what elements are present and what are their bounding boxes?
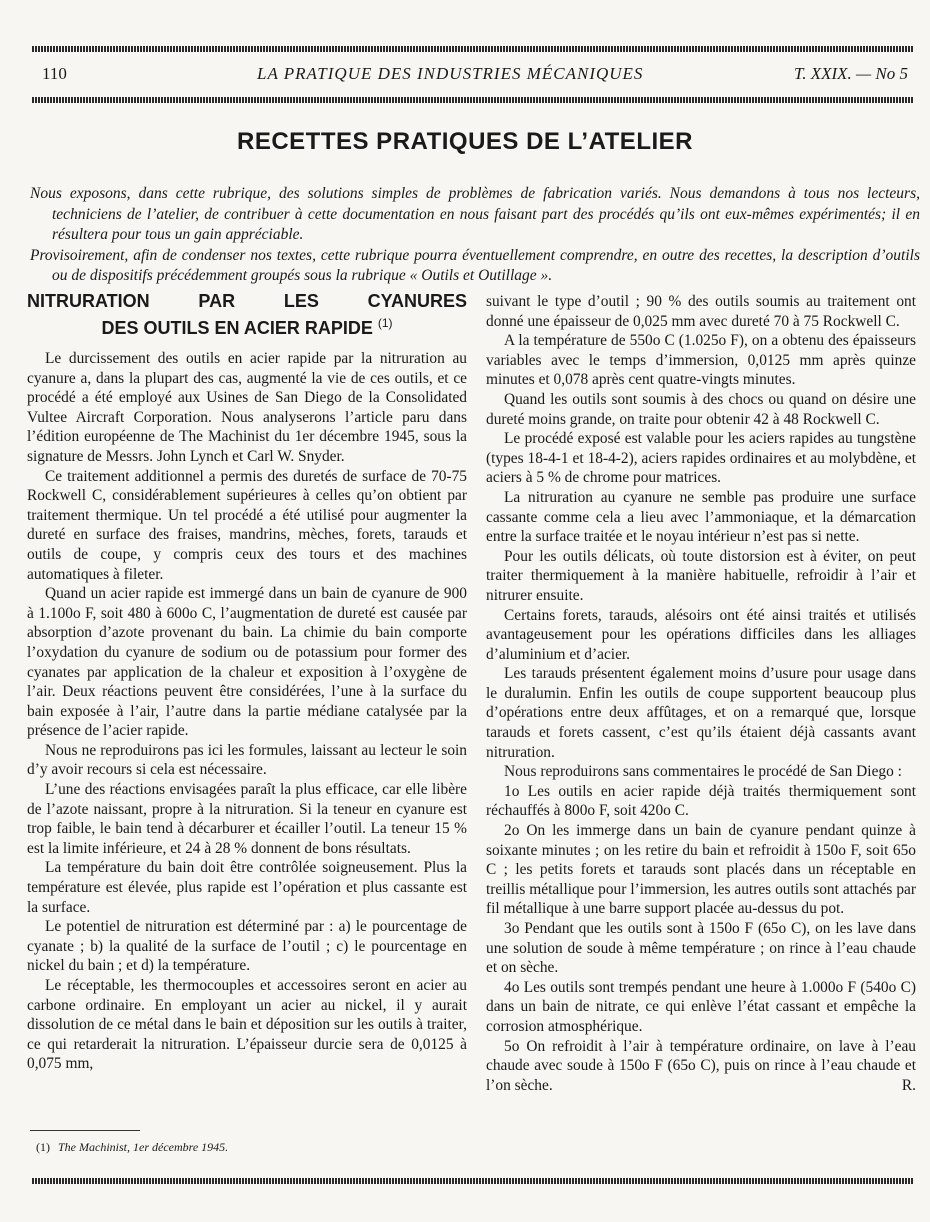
article-paragraph: L’une des réactions envisagées paraît la plus efficace, car elle libère de l’azote naissant, propre à la nitruration. Si la teneur en cyanure est trop faible, le bain tend à décarburer et écailler l’outil. La teneur 15 % est la limite inférieure, et 24 à 28 % donnent de bons résultats.	[27, 781, 467, 857]
header-rule	[32, 97, 914, 103]
article-paragraph: Le réceptable, les thermocouples et accessoires seront en acier au carbone ordinaire. En employant un acier au nickel, il y aurait dissolution de ce métal dans le bain et déposition sur les outils à traiter, ce qui retarderait la nitruration. L’épaisseur durcie sera de 0,0125 à 0,075 mm,	[27, 977, 467, 1073]
article-title-line-2: DES OUTILS EN ACIER RAPIDE $^{(1)}$	[101, 316, 393, 338]
article-paragraph: Le procédé exposé est valable pour les aciers rapides au tungstène (types 18-4-1 et 18-4-2), aciers rapides ordinaires et au molybdène, et aciers à 5 % de chrome pour matrices.	[486, 430, 916, 487]
intro-paragraph: Nous exposons, dans cette rubrique, des solutions simples de problèmes de fabrication variés. Nous demandons à tous nos lecteurs, techniciens de l’atelier, de contribuer à cette documentation en nous faisant part des procédés qu’ils ont eux-mêmes expérimentés; il en résultera pour tous un gain appréciable.	[30, 185, 920, 243]
article-paragraph: Pour les outils délicats, où toute distorsion est à éviter, on peut traiter thermiquement à la manière habituelle, refroidir à l’air et nitrurer ensuite.	[486, 547, 916, 604]
footnote-text: The Machinist, 1er décembre 1945.	[58, 1140, 229, 1154]
top-rule	[32, 46, 914, 52]
article-title-word: CYANURES	[367, 291, 467, 311]
section-title: RECETTES PRATIQUES DE L’ATELIER	[237, 128, 693, 155]
article-paragraph: Nous ne reproduirons pas ici les formules, laissant au lecteur le soin d’y avoir recours si cela est nécessaire.	[27, 741, 467, 779]
left-column	[27, 290, 467, 1074]
article-title-word: PAR	[198, 291, 236, 311]
rubric-intro	[30, 184, 920, 287]
article-paragraph-continued: suivant le type d’outil ; 90 % des outils soumis au traitement ont donné une épaisseur de 0,025 mm avec dureté 70 à 75 Rockwell C.	[486, 293, 916, 330]
article-paragraph: Ce traitement additionnel a permis des duretés de surface de 70-75 Rockwell C, considérablement supérieures à celles qu’on obtient par traitement thermique. Un tel procédé a été utilisé pour augmenter la dureté en surface des fraises, mandrins, mèches, forets, tarauds et outils de coupe, y compris ceux des tours et des machines automatiques à fileter.	[27, 467, 467, 583]
volume-issue: T. XXIX. — No 5	[794, 64, 908, 83]
article-title-line-1	[27, 290, 467, 312]
article-title-word: LES	[283, 291, 319, 311]
running-head	[42, 64, 908, 88]
procedure-step: 1o Les outils en acier rapide déjà traités thermiquement sont réchauffés à 800o F, soit 420o C.	[486, 782, 916, 820]
article-paragraph: Certains forets, tarauds, alésoirs ont été ainsi traités et utilisés avantageusement pour les opérations difficiles dans les alliages d’aluminium et d’acier.	[486, 606, 916, 663]
article-title-word: NITRURATION	[27, 291, 150, 311]
footnote-rule	[30, 1130, 140, 1131]
article-paragraph: Les tarauds présentent également moins d’usure pour usage dans le duralumin. Enfin les outils de coupe supportent beaucoup plus d’opérations entre deux affûtages, et on a remarqué que, lorsque tarauds et forets cassent, c’est qu’ils étaient déjà cassants avant nitruration.	[486, 665, 916, 761]
article-paragraph: La nitruration au cyanure ne semble pas produire une surface cassante comme cela a lieu avec l’ammoniaque, et la démarcation entre la surface traitée et le noyau intérieur n’est pas si nette.	[486, 488, 916, 546]
intro-paragraph: Provisoirement, afin de condenser nos textes, cette rubrique pourra éventuellement comprendre, en outre des recettes, la description d’outils ou de dispositifs précédemment groupés sous la rubrique « Outils et Outillage ».	[30, 246, 920, 284]
page-number: 110	[42, 64, 67, 83]
procedure-step: 5o On refroidit à l’air à température ordinaire, on lave à l’eau chaude avec soude à 150o F (65o C), puis on rince à l’eau chaude et l’on sèche. R.	[486, 1037, 916, 1094]
article-paragraph: Quand un acier rapide est immergé dans un bain de cyanure de 900 à 1.100o F, soit 480 à 600o C, l’augmentation de dureté est causée par absorption d’azote provenant du bain. La chimie du bain comporte l’oxydation du cyanure de sodium ou de potassium pour former des cyanates par application de la chaleur et exposition à l’oxygène de l’air. Deux réactions peuvent être considérées, l’une à la surface du bain exposée à l’air, l’autre dans la partie médiane catalysée par la présence de l’acier rapide.	[27, 585, 467, 740]
article-paragraph: Nous reproduirons sans commentaires le procédé de San Diego :	[504, 763, 902, 781]
journal-title: LA PRATIQUE DES INDUSTRIES MÉCANIQUES	[257, 64, 644, 83]
footnote-reference: (1)	[377, 316, 393, 330]
article-paragraph: Quand les outils sont soumis à des chocs ou quand on désire une dureté moins grande, on traite pour obtenir 42 à 48 Rockwell C.	[486, 390, 916, 428]
article-paragraph: Le durcissement des outils en acier rapide par la nitruration au cyanure a, dans la plupart des cas, augmenté la vie de ces outils, et ce procédé a été employé aux Usines de San Diego de la Consolidated Vultee Aircraft Corporation. Nous analyserons l’article paru dans l’édition européenne de The Machinist du 1er décembre 1945, sous la signature de Messrs. John Lynch et Carl W. Snyder.	[27, 350, 467, 465]
article-paragraph: A la température de 550o C (1.025o F), on a obtenu des épaisseurs variables avec le temps d’immersion, 0,0125 mm après quinze minutes et 0,078 après cent quatre-vingts minutes.	[486, 332, 916, 389]
article-paragraph: Le potentiel de nitruration est déterminé par : a) le pourcentage de cyanate ; b) la qualité de la surface de l’outil ; c) le pourcentage en nickel du bain ; et d) la température.	[27, 918, 467, 975]
article-paragraph: La température du bain doit être contrôlée soigneusement. Plus la température est élevée, plus rapide est l’opération et plus cassante est la surface.	[27, 859, 467, 916]
bottom-rule	[32, 1178, 914, 1184]
procedure-step: 3o Pendant que les outils sont à 150o F (65o C), on les lave dans une solution de soude à même température ; on rince à l’eau chaude et on sèche.	[486, 920, 916, 977]
article-title	[27, 290, 467, 339]
right-column	[486, 292, 916, 1095]
footnote-marker: (1)	[36, 1140, 50, 1154]
author-signature: R.	[901, 1076, 916, 1094]
footnote	[36, 1140, 228, 1155]
procedure-step: 4o Les outils sont trempés pendant une heure à 1.000o F (540o C) dans un bain de nitrate, ce qui enlève l’état cassant et empêche la corrosion atmosphérique.	[486, 978, 916, 1035]
procedure-step: 2o On les immerge dans un bain de cyanure pendant quinze à soixante minutes ; on les retire du bain et refroidit à 150o F, soit 65o C ; les petits forets et tarauds sont placés dans un réceptable en treillis métallique pour l’immersion, les autres outils sont attachés par fil métallique à une barre support placée au-dessus du pot.	[486, 822, 916, 918]
